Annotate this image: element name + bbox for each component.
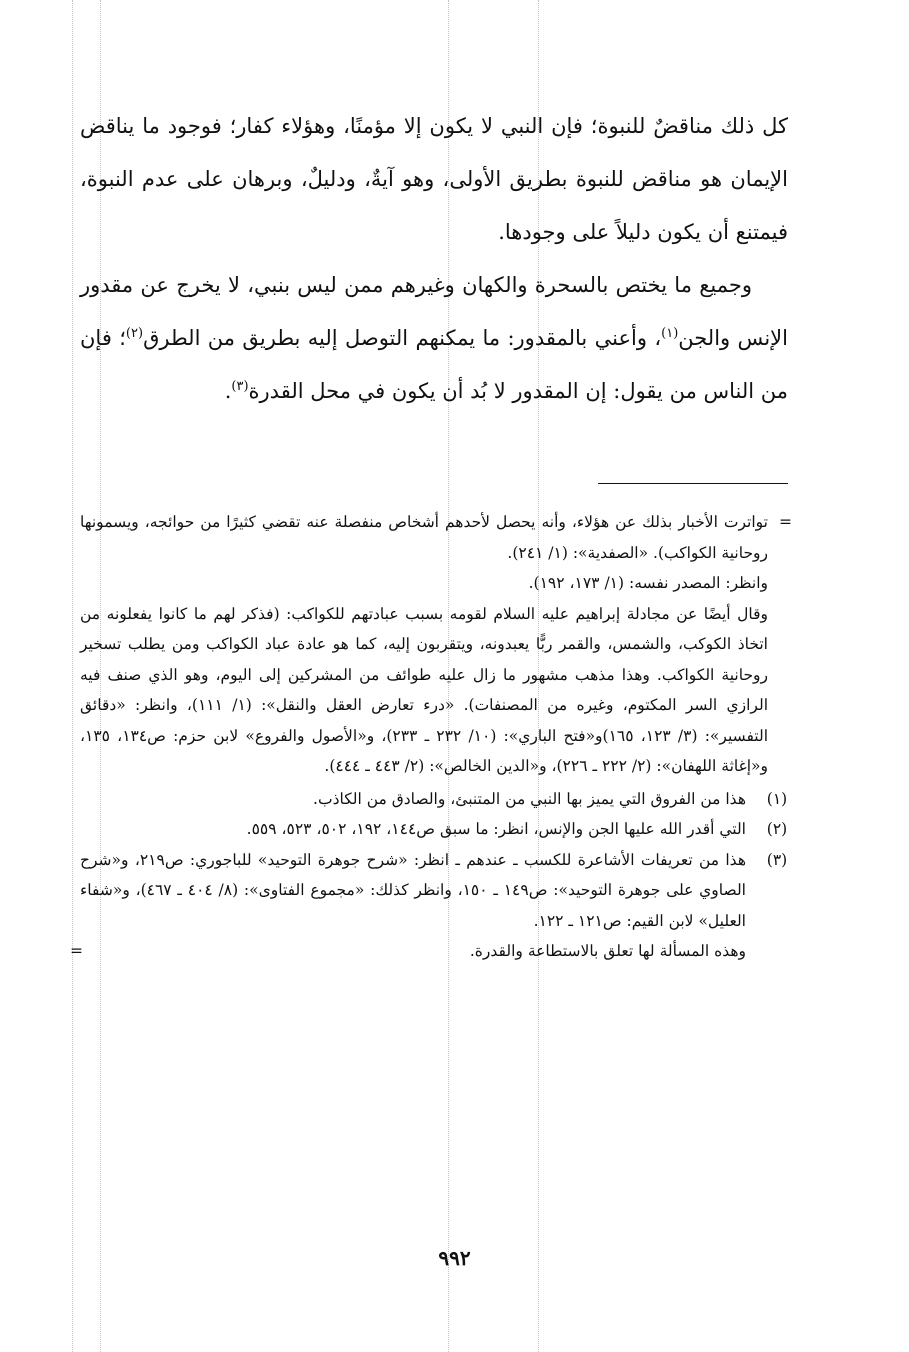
footnotes	[70, 507, 792, 967]
footnote-continuation	[80, 507, 792, 782]
dotted-margin-line	[72, 0, 73, 1352]
footnote-line: تواترت الأخبار بذلك عن هؤلاء، وأنه يحصل لأحدهم أشخاص منفصلة عنه تقضي كثيرًا من حوائجه، ويسمونها روحانية الكواكب). «الصفدية»: (١/ ٢٤١).	[80, 513, 768, 562]
footnote-number: (٢)	[766, 820, 788, 838]
footnote-text: هذا من الفروق التي يميز بها النبي من المتنبئ، والصادق من الكاذب.	[313, 789, 746, 808]
continuation-mark: =	[779, 513, 792, 531]
paragraph-text: وجميع ما يختص بالسحرة والكهان وغيرهم ممن ليس بنبي، لا يخرج عن مقدور الإنس والجن	[80, 273, 788, 350]
footnote-line: وانظر: المصدر نفسه: (١/ ١٧٣، ١٩٢).	[528, 574, 768, 592]
footnote-number: (١)	[766, 789, 788, 808]
footnote-text: هذا من تعريفات الأشاعرة للكسب ـ عندهم ـ انظر: «شرح جوهرة التوحيد» للباجوري: ص٢١٩، و«شرح الصاوي على جوهرة التوحيد»: ص١٤٩ ـ ١٥٠، وانظر كذلك: «مجموع الفتاوى»: (٨/ ٤٠٤ ـ ٤٦٧)، و«شفاء العليل» لابن القيم: ص١٢١ ـ ١٢٢.	[80, 850, 746, 930]
footnote-text-extra: وهذه المسألة لها تعلق بالاستطاعة والقدرة.	[469, 942, 746, 960]
main-text	[80, 100, 788, 418]
footnote-ref-2[interactable]: (٢)	[125, 326, 144, 341]
footnote-number: (٣)	[766, 850, 788, 869]
continuation-end-mark: =	[70, 942, 83, 960]
paragraph-text: .	[224, 379, 232, 403]
footnote-ref-3[interactable]: (٣)	[231, 379, 249, 394]
footnote-2	[80, 814, 792, 845]
footnote-text: التي أقدر الله عليها الجن والإنس، انظر: ما سبق ص١٤٤، ١٩٢، ٥٠٢، ٥٢٣، ٥٥٩.	[246, 820, 746, 838]
paragraph-text: ؛ فإن من الناس من يقول: إن المقدور لا بُد أن يكون في محل القدرة	[80, 326, 788, 403]
paragraph-text: ، وأعني بالمقدور: ما يمكنهم التوصل إليه بطريق من الطرق	[143, 326, 662, 350]
footnote-1	[80, 784, 792, 815]
footnote-ref-1[interactable]: (١)	[661, 326, 679, 341]
main-paragraph-2	[80, 259, 788, 418]
main-paragraph-1: كل ذلك مناقضٌ للنبوة؛ فإن النبي لا يكون إلا مؤمنًا، وهؤلاء كفار؛ فوجود ما يناقض الإيمان هو مناقض للنبوة بطريق الأولى، وهو آيةٌ، ودليلٌ، وبرهان على عدم النبوة، فيمتنع أن يكون دليلاً على وجودها.	[80, 114, 788, 244]
page-number: ٩٩٢	[438, 1246, 471, 1270]
footnote-line: وقال أيضًا عن مجادلة إبراهيم عليه السلام لقومه بسبب عبادتهم للكواكب: (فذكر لهم ما كانوا يفعلونه من اتخاذ الكوكب، والشمس، والقمر ربًّا يعبدونه، ويتقربون إليه، كما هو عادة عباد الكواكب ومن يطلب تسخير روحانية الكواكب. وهذا مذهب مشهور ما زال عليه طوائف من المشركين إلى اليوم، وهو الذي صنف فيه الرازي السر المكتوم، وغيره من المصنفات). «درء تعارض العقل والنقل»: (١/ ١١١)، وانظر: «دقائق التفسير»: (٣/ ١٢٣، ١٦٥)و«فتح الباري»: (١٠/ ٢٣٢ ـ ٢٣٣)، و«الأصول والفروع» لابن حزم: ص١٣٤، ١٣٥، و«إغاثة اللهفان»: (٢/ ٢٢٢ ـ ٢٢٦)، و«الدين الخالص»: (٢/ ٤٤٣ ـ ٤٤٤).	[80, 604, 769, 775]
footnote-3	[70, 845, 792, 967]
footnote-separator	[598, 483, 788, 484]
